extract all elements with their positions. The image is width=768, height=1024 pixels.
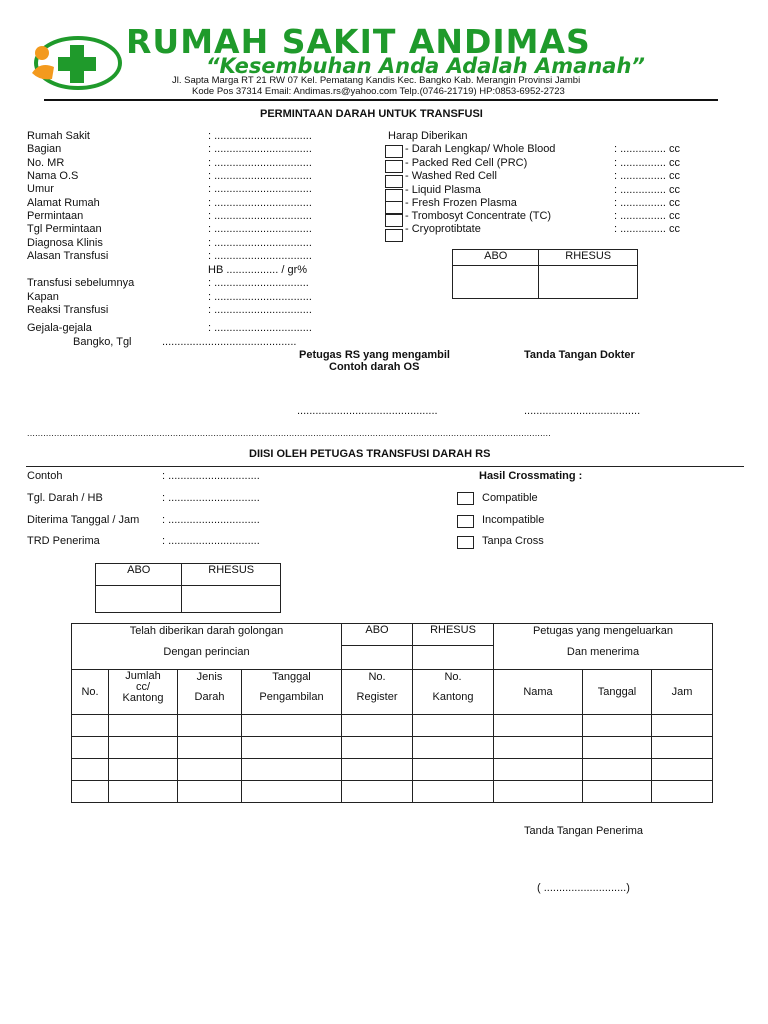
product-amount[interactable]: : ............... cc (614, 223, 681, 235)
field-label: No. MR (27, 157, 65, 169)
table-cell[interactable] (178, 715, 242, 737)
table-cell[interactable] (413, 759, 494, 781)
product-amount[interactable]: : ............... cc (614, 170, 681, 182)
compatible-label: Compatible (482, 492, 538, 504)
table-cell[interactable] (242, 737, 342, 759)
col-jumlah-line3: Kantong (122, 692, 164, 704)
product-checkbox[interactable] (385, 145, 403, 158)
field-value[interactable]: : ................................ (208, 223, 312, 235)
col-header-nama: Nama (494, 670, 583, 715)
hospital-name: RUMAH SAKIT ANDIMAS (126, 22, 591, 61)
petugas-header (494, 624, 713, 670)
table-cell[interactable] (652, 781, 713, 803)
product-checkbox[interactable] (385, 229, 403, 242)
table-cell[interactable] (242, 781, 342, 803)
telah-diberikan-header (72, 624, 342, 670)
col-header-tanggal-pengambilan (242, 670, 342, 715)
field-label: Rumah Sakit (27, 130, 90, 142)
rhesus-cell[interactable] (539, 266, 638, 299)
col-header-no-register (342, 670, 413, 715)
field-value[interactable]: : ................................ (208, 250, 312, 262)
table-row (72, 715, 713, 737)
field-label: Permintaan (27, 210, 84, 222)
field-value[interactable]: : ................................ (208, 210, 312, 222)
harap-diberikan-label: Harap Diberikan (388, 130, 468, 142)
col-header-no-kantong (413, 670, 494, 715)
table-cell[interactable] (342, 781, 413, 803)
col-header-tanggal: Tanggal (583, 670, 652, 715)
col-tanggal-line1: Tanggal (272, 671, 311, 683)
product-amount[interactable]: : ............... cc (614, 210, 681, 222)
table-cell[interactable] (242, 715, 342, 737)
table-cell[interactable] (178, 737, 242, 759)
table-cell[interactable] (494, 715, 583, 737)
bangko-date[interactable]: ............................................ (162, 336, 297, 348)
table-cell[interactable] (242, 759, 342, 781)
product-amount[interactable]: : ............... cc (614, 157, 681, 169)
field-label: Tgl Permintaan (27, 223, 102, 235)
field-label: Transfusi sebelumnya (27, 277, 135, 289)
table-cell[interactable] (109, 737, 178, 759)
table-cell[interactable] (72, 781, 109, 803)
petugas-signature-sub: Contoh darah OS (329, 361, 420, 373)
field-value[interactable]: : .............................. (162, 470, 260, 482)
field-label: Reaksi Transfusi (27, 304, 109, 316)
col-header-no: No. (72, 670, 109, 715)
rhesus-header: RHESUS (413, 624, 494, 646)
abo-cell[interactable] (96, 586, 182, 613)
field-label: Bagian (27, 143, 62, 155)
product-label: - Trombosyt Concentrate (TC) (405, 210, 552, 222)
hospital-slogan: “Kesembuhan Anda Adalah Amanah” (206, 54, 645, 78)
field-value[interactable]: : .............................. (162, 492, 260, 504)
field-value[interactable]: : ................................ (208, 183, 312, 195)
table-cell[interactable] (583, 737, 652, 759)
abo-header: ABO (453, 250, 539, 266)
abo-rhesus-table-top (452, 249, 638, 299)
table-cell[interactable] (494, 759, 583, 781)
field-label: Kapan (27, 291, 59, 303)
section2-divider (26, 466, 744, 467)
table-cell[interactable] (342, 737, 413, 759)
field-value[interactable]: : ................................ (208, 170, 312, 182)
table-cell[interactable] (72, 759, 109, 781)
incompatible-checkbox[interactable] (457, 515, 474, 528)
field-value[interactable]: : ............................... (208, 277, 309, 289)
rhesus-header: RHESUS (182, 564, 281, 586)
petugas-signature-label: Petugas RS yang mengambil (299, 349, 450, 361)
petugas-signature-line[interactable]: .............................................. (297, 405, 438, 417)
dan-menerima-text: Dan menerima (566, 646, 640, 658)
penerima-signature-label: Tanda Tangan Penerima (524, 825, 644, 837)
product-amount[interactable]: : ............... cc (614, 143, 681, 155)
product-amount[interactable]: : ............... cc (614, 197, 681, 209)
field-value[interactable]: : ................................ (208, 130, 312, 142)
col-jenis-line1: Jenis (196, 671, 223, 683)
table-row (72, 759, 713, 781)
table-row (72, 737, 713, 759)
product-label: - Cryoprotibtate (405, 223, 481, 235)
table-cell[interactable] (109, 715, 178, 737)
penerima-signature-line[interactable]: ( ...........................) (537, 882, 630, 894)
field-label: Umur (27, 183, 54, 195)
product-checkbox[interactable] (385, 201, 403, 214)
abo-header: ABO (96, 564, 182, 586)
field-label: Contoh (27, 470, 63, 482)
table-cell[interactable] (413, 715, 494, 737)
field-value[interactable]: : ................................ (208, 197, 312, 209)
abo-rhesus-table-mid (95, 563, 281, 613)
header-divider (44, 99, 718, 101)
table-cell[interactable] (652, 715, 713, 737)
table-cell[interactable] (109, 781, 178, 803)
field-value[interactable]: : .............................. (162, 514, 260, 526)
field-value[interactable]: : ................................ (208, 143, 312, 155)
product-amount[interactable]: : ............... cc (614, 184, 681, 196)
table-cell[interactable] (413, 781, 494, 803)
table-cell[interactable] (413, 737, 494, 759)
field-value[interactable]: : ................................ (208, 157, 312, 169)
col-tanggal-line2: Pengambilan (259, 691, 324, 703)
petugas-mengeluarkan-text: Petugas yang mengeluarkan (532, 625, 674, 637)
hospital-address: Jl. Sapta Marga RT 21 RW 07 Kel. Pematang Kandis Kec. Bangko Kab. Merangin Provinsi Jambi (172, 75, 581, 86)
abo-header: ABO (342, 624, 413, 646)
table-cell[interactable] (342, 759, 413, 781)
table-cell[interactable] (652, 737, 713, 759)
rhesus-cell[interactable] (182, 586, 281, 613)
field-label: Diagnosa Klinis (27, 237, 103, 249)
crossmatch-title: Hasil Crossmating : (479, 470, 583, 482)
field-label: Diterima Tanggal / Jam (27, 514, 140, 526)
table-cell[interactable] (494, 781, 583, 803)
col-header-jenis (178, 670, 242, 715)
field-value[interactable]: : ................................ (208, 304, 312, 316)
field-value[interactable]: : ................................ (208, 291, 312, 303)
table-row (72, 781, 713, 803)
field-label: Gejala-gejala (27, 322, 92, 334)
table-cell[interactable] (72, 715, 109, 737)
abo-value-cell[interactable] (342, 646, 413, 670)
blood-issue-table (71, 623, 713, 803)
hospital-logo (26, 33, 122, 93)
dengan-perincian-text: Dengan perincian (163, 646, 250, 658)
table-cell[interactable] (583, 759, 652, 781)
col-noreg-line1: No. (368, 671, 386, 683)
field-value[interactable]: : ................................ (208, 237, 312, 249)
product-checkbox[interactable] (385, 175, 403, 188)
rhesus-header: RHESUS (539, 250, 638, 266)
rhesus-value-cell[interactable] (413, 646, 494, 670)
product-label: - Packed Red Cell (PRC) (405, 157, 528, 169)
table-cell[interactable] (178, 781, 242, 803)
tanpa-cross-checkbox[interactable] (457, 536, 474, 549)
table-cell[interactable] (494, 737, 583, 759)
section2-title: DIISI OLEH PETUGAS TRANSFUSI DARAH RS (249, 448, 491, 460)
table-cell[interactable] (583, 781, 652, 803)
product-label: - Washed Red Cell (405, 170, 497, 182)
field-label: Alasan Transfusi (27, 250, 109, 262)
tanpa-cross-label: Tanpa Cross (482, 535, 544, 547)
field-label: Alamat Rumah (27, 197, 100, 209)
field-value[interactable]: : ................................ (208, 322, 312, 334)
table-cell[interactable] (178, 759, 242, 781)
product-label: - Darah Lengkap/ Whole Blood (405, 143, 556, 155)
col-jenis-line2: Darah (194, 691, 225, 703)
incompatible-label: Incompatible (482, 514, 545, 526)
abo-cell[interactable] (453, 266, 539, 299)
product-label: - Fresh Frozen Plasma (405, 197, 517, 209)
col-header-jumlah (109, 670, 178, 715)
field-value[interactable]: : .............................. (162, 535, 260, 547)
telah-diberikan-text: Telah diberikan darah golongan (129, 625, 284, 637)
col-noreg-line2: Register (356, 691, 398, 703)
form-title: PERMINTAAN DARAH UNTUK TRANSFUSI (260, 108, 483, 120)
hb-field[interactable]: HB ................. / gr% (208, 264, 308, 276)
table-cell[interactable] (652, 759, 713, 781)
table-cell[interactable] (72, 737, 109, 759)
dokter-signature-label: Tanda Tangan Dokter (524, 349, 635, 361)
table-cell[interactable] (342, 715, 413, 737)
cut-separator: .................................................................................................................................................................................................. (27, 428, 551, 438)
product-checkbox[interactable] (385, 214, 403, 227)
compatible-checkbox[interactable] (457, 492, 474, 505)
table-cell[interactable] (109, 759, 178, 781)
field-label: TRD Penerima (27, 535, 100, 547)
bangko-label: Bangko, Tgl (73, 336, 132, 348)
product-label: - Liquid Plasma (405, 184, 481, 196)
col-nokan-line1: No. (444, 671, 462, 683)
field-label: Nama O.S (27, 170, 79, 182)
dokter-signature-line[interactable]: ...................................... (524, 405, 641, 417)
col-jumlah-line2: cc/ (135, 681, 151, 693)
hospital-contact: Kode Pos 37314 Email: Andimas.rs@yahoo.com Telp.(0746-21719) HP:0853-6952-2723 (192, 86, 565, 97)
col-header-jam: Jam (652, 670, 713, 715)
field-label: Tgl. Darah / HB (27, 492, 103, 504)
col-jumlah-line1: Jumlah (125, 670, 161, 682)
product-checkbox[interactable] (385, 160, 403, 173)
table-cell[interactable] (583, 715, 652, 737)
col-nokan-line2: Kantong (432, 691, 474, 703)
